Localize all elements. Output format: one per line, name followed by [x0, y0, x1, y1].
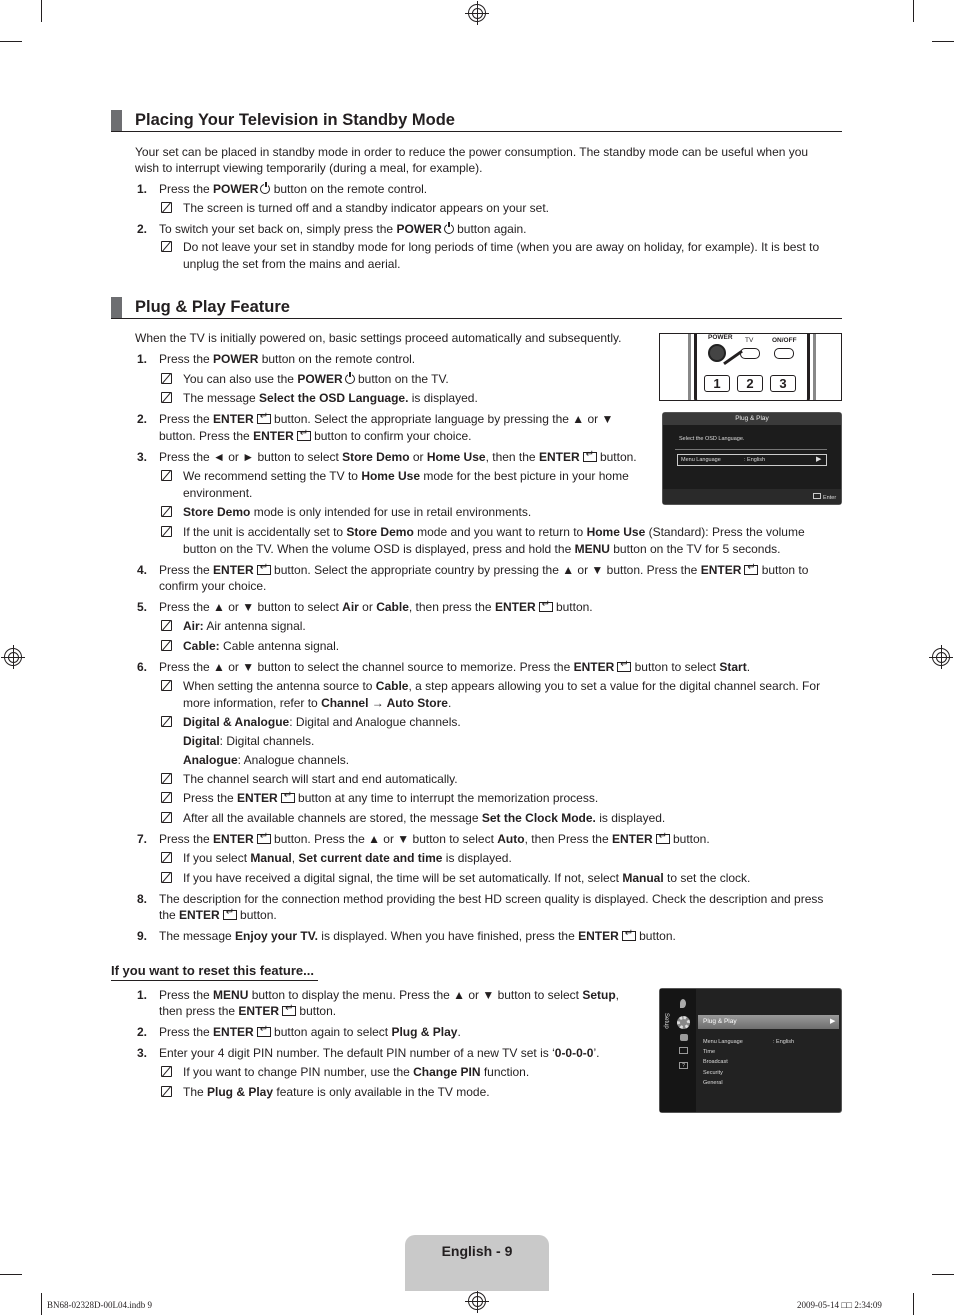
note-icon — [161, 716, 172, 727]
crop-mark — [0, 1274, 22, 1275]
step-text: Press the ENTER↵ button. Select the appropriate country by pressing the ▲ or ▼ button. Press the ENTER↵ button to — [159, 562, 808, 578]
section-heading-standby — [111, 110, 842, 132]
registration-mark-icon — [468, 4, 486, 22]
step-text: Press the ◄ or ► button to select Store Demo or Home Use, then the ENTER↵ button. — [159, 449, 637, 465]
note-text: After all the available channels are stored, the message Set the Clock Mode. is displayed. — [183, 811, 666, 825]
paragraph: wish to interrupt viewing temporarily (during a meal, for example). — [135, 161, 483, 175]
osd-menu-value: : English — [773, 1039, 795, 1045]
osd-item: General — [703, 1079, 723, 1086]
osd-item: Time — [703, 1049, 716, 1056]
step-text: Press the ENTER↵ button. Select the appropriate language by pressing the ▲ or ▼ — [159, 411, 613, 427]
step-text: then press the ENTER↵ button. — [159, 1003, 336, 1019]
osd-title: Plug & Play — [663, 413, 841, 425]
tv-label: TV — [745, 337, 754, 344]
osd-language-screen — [662, 412, 842, 505]
osd-item-list — [703, 1037, 743, 1088]
note-icon — [161, 241, 172, 252]
crop-mark — [913, 1293, 914, 1315]
osd-item: Menu Language — [703, 1039, 743, 1045]
step-number: 7. — [137, 832, 148, 846]
note-text: If you want to change PIN number, use the Change PIN function. — [183, 1065, 530, 1079]
crop-mark — [41, 1293, 42, 1315]
note-text: If you have received a digital signal, the time will be set automatically. If not, select Manual to set the clock. — [183, 871, 751, 885]
note-text: Do not leave your set in standby mode for long periods of time (when you are away on holiday, for example). It is best to — [183, 240, 820, 254]
note-icon — [161, 812, 172, 823]
step-text: To switch your set back on, simply press the POWER button again. — [159, 222, 527, 236]
note-text: Press the ENTER↵ button at any time to interrupt the memorization process. — [183, 790, 598, 806]
step-number: 2. — [137, 222, 148, 236]
note-text: The message Select the OSD Language. is displayed. — [183, 391, 478, 405]
crop-mark — [932, 41, 954, 42]
picture-icon — [679, 1047, 688, 1054]
note-text: If you select Manual, Set current date and time is displayed. — [183, 851, 512, 865]
enter-icon — [282, 1006, 296, 1016]
note-icon — [161, 202, 172, 213]
key-2-button: 2 — [737, 375, 763, 392]
step-number: 2. — [137, 412, 148, 426]
osd-menu-label: Menu Language — [681, 457, 721, 463]
note-text: The Plug & Play feature is only available in the TV mode. — [183, 1085, 490, 1099]
registration-mark-icon — [4, 648, 22, 666]
osd-item: Broadcast — [703, 1059, 728, 1066]
enter-icon — [257, 1027, 271, 1037]
registration-mark-icon — [932, 648, 950, 666]
remote-control-image — [659, 333, 842, 401]
note-text: Digital: Digital channels. — [183, 734, 315, 748]
step-number: 1. — [137, 182, 148, 196]
step-text: Press the POWER button on the remote control. — [159, 182, 428, 196]
registration-mark-icon — [468, 1292, 486, 1310]
note-icon — [161, 773, 172, 784]
note-icon — [161, 470, 172, 481]
enter-icon — [257, 565, 271, 575]
note-text: Cable: Cable antenna signal. — [183, 639, 340, 653]
power-icon — [345, 374, 355, 384]
note-text: Analogue: Analogue channels. — [183, 753, 350, 767]
subsection-title: If you want to reset this feature... — [111, 963, 314, 978]
paragraph: Your set can be placed in standby mode in order to reduce the power consumption. The standby mode can be useful when you — [135, 145, 809, 159]
heading-bar — [111, 297, 122, 318]
crop-mark — [0, 41, 22, 42]
note-icon — [161, 640, 172, 651]
step-text: the ENTER↵ button. — [159, 907, 277, 923]
note-text: Digital & Analogue: Digital and Analogue channels. — [183, 715, 461, 729]
note-text: Store Demo mode is only intended for use in retail environments. — [183, 505, 532, 519]
step-text: button. Press the ENTER↵ button to confirm your choice. — [159, 428, 471, 444]
power-icon — [444, 224, 454, 234]
step-text: Press the ENTER↵ button. Press the ▲ or ▼ button to select Auto, then Press the ENTER↵ button. — [159, 831, 710, 847]
step-text: Press the ENTER↵ button again to select Plug & Play. — [159, 1024, 461, 1040]
note-text: When setting the antenna source to Cable, a step appears allowing you to set a value for the digital channel search. For — [183, 679, 821, 693]
note-text: unplug the set from the mains and aerial. — [183, 257, 401, 271]
osd-prompt: Select the OSD Language. — [679, 436, 745, 442]
osd-highlight-label: Plug & Play — [703, 1018, 737, 1025]
step-number: 9. — [137, 929, 148, 943]
note-icon — [161, 872, 172, 883]
note-icon — [161, 852, 172, 863]
arrow-right-icon: ▶ — [830, 1018, 836, 1025]
step-number: 1. — [137, 988, 148, 1002]
note-text: If the unit is accidentally set to Store Demo mode and you want to return to Home Use (Standard): Press the volume — [183, 525, 805, 539]
paragraph: When the TV is initially powered on, basic settings proceed automatically and subsequently. — [135, 331, 622, 345]
step-number: 8. — [137, 892, 148, 906]
osd-item: Security — [703, 1069, 723, 1076]
step-text: Press the ▲ or ▼ button to select the channel source to memorize. Press the ENTER↵ button to select Start. — [159, 659, 750, 675]
print-slug-right: 2009-05-14 □□ 2:34:09 — [797, 1300, 882, 1310]
osd-setup-menu — [659, 988, 842, 1113]
leaf-icon — [680, 999, 686, 1008]
osd-highlight-item — [698, 1015, 839, 1029]
power-button-icon — [708, 344, 726, 362]
enter-icon — [539, 602, 553, 612]
enter-icon — [281, 793, 295, 803]
key-1-button: 1 — [704, 375, 730, 392]
step-number: 2. — [137, 1025, 148, 1039]
osd-sidebar-label: Setup — [663, 1013, 669, 1029]
note-icon — [161, 373, 172, 384]
enter-icon — [257, 414, 271, 424]
enter-icon — [744, 565, 758, 575]
question-icon: ? — [679, 1062, 688, 1069]
gear-icon — [677, 1016, 690, 1029]
section-heading-plug-play — [111, 297, 842, 319]
note-text: more information, refer to Channel → Auto Store. — [183, 696, 452, 710]
key-3-button: 3 — [770, 375, 796, 392]
onoff-label: ON/OFF — [772, 337, 797, 344]
section-title: Plug & Play Feature — [135, 298, 290, 316]
enter-icon — [617, 662, 631, 672]
note-text: The screen is turned off and a standby indicator appears on your set. — [183, 201, 549, 215]
note-icon — [161, 392, 172, 403]
note-text: environment. — [183, 486, 253, 500]
onoff-button-icon — [774, 348, 794, 359]
subsection-heading — [111, 962, 318, 981]
osd-menu-value: : English — [744, 457, 766, 463]
step-text: Press the ▲ or ▼ button to select Air or Cable, then press the ENTER↵ button. — [159, 599, 593, 615]
page-number: English - 9 — [441, 1243, 513, 1259]
step-text: Enter your 4 digit PIN number. The default PIN number of a new TV set is ‘0-0-0-0’. — [159, 1046, 600, 1060]
enter-icon — [656, 834, 670, 844]
note-icon — [161, 526, 172, 537]
page-number-tab — [405, 1235, 549, 1291]
step-text: The description for the connection method providing the best HD screen quality is displayed. Check the description and press — [159, 892, 824, 906]
heading-bar — [111, 110, 122, 131]
step-text: Press the POWER button on the remote control. — [159, 352, 416, 366]
tv-button-icon — [740, 348, 760, 359]
step-number: 5. — [137, 600, 148, 614]
enter-icon — [257, 834, 271, 844]
note-icon — [161, 680, 172, 691]
enter-icon — [622, 931, 636, 941]
step-number: 3. — [137, 450, 148, 464]
osd-menu-language-row — [677, 454, 827, 466]
note-icon — [161, 1086, 172, 1097]
power-label: POWER — [708, 334, 733, 341]
enter-icon — [297, 431, 311, 441]
arrow-right-icon: ▶ — [816, 456, 822, 463]
note-text: button on the TV. When the volume OSD is displayed, press and hold the MENU button on the TV for 5 seconds. — [183, 542, 781, 556]
section-title: Placing Your Television in Standby Mode — [135, 111, 455, 129]
note-icon — [161, 506, 172, 517]
note-icon — [161, 1066, 172, 1077]
step-number: 3. — [137, 1046, 148, 1060]
note-text: You can also use the POWER button on the TV. — [183, 372, 449, 386]
step-number: 4. — [137, 563, 148, 577]
note-icon — [161, 792, 172, 803]
crop-mark — [913, 0, 914, 22]
note-icon — [161, 620, 172, 631]
note-text: Air: Air antenna signal. — [183, 619, 306, 633]
satellite-icon — [680, 1034, 688, 1041]
enter-icon — [583, 452, 597, 462]
crop-mark — [41, 0, 42, 22]
print-slug-left: BN68-02328D-00L04.indb 9 — [47, 1300, 152, 1310]
osd-enter-label: Enter — [813, 493, 836, 502]
step-text: The message Enjoy your TV. is displayed. When you have finished, press the ENTER↵ button. — [159, 928, 676, 944]
step-number: 6. — [137, 660, 148, 674]
note-text: The channel search will start and end automatically. — [183, 772, 458, 786]
step-text: confirm your choice. — [159, 579, 267, 593]
crop-mark — [932, 1274, 954, 1275]
step-number: 1. — [137, 352, 148, 366]
power-icon — [260, 184, 270, 194]
enter-icon — [223, 910, 237, 920]
note-text: We recommend setting the TV to Home Use mode for the best picture in your home — [183, 469, 629, 483]
step-text: Press the MENU button to display the menu. Press the ▲ or ▼ button to select Setup, — [159, 988, 619, 1002]
